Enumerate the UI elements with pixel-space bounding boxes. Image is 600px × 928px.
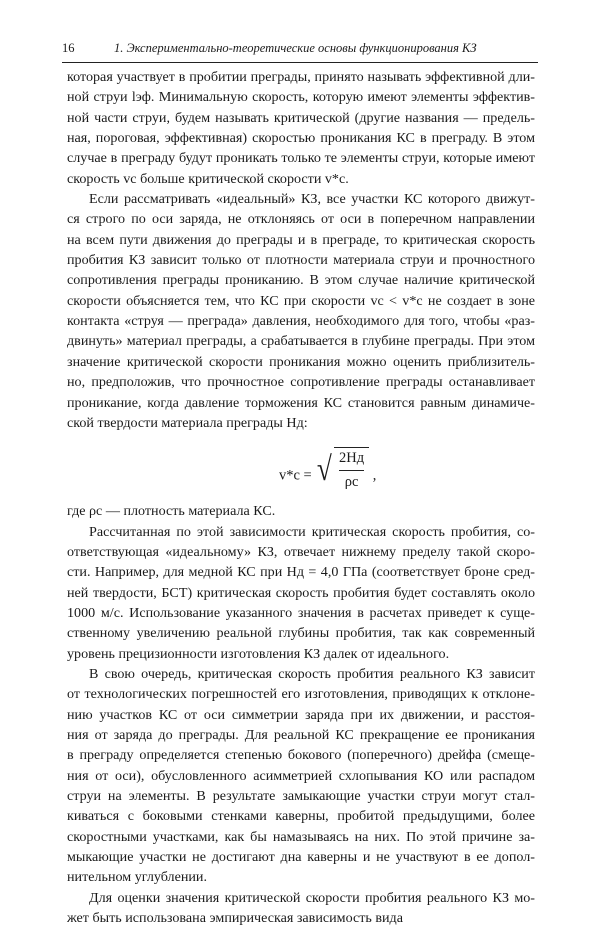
- body-text: [67, 67, 535, 928]
- text-line: скорости объясняется тем, что КС при скорости vc < v*c не создает в зоне: [67, 292, 535, 309]
- text-line: двинуть» материал преграды, а срабатывается в глубине преграды. При этом: [67, 333, 535, 350]
- text-line: ской твердости материала преграды Hд:: [67, 414, 308, 431]
- text-line: контакта «струя — преграда» давления, необходимого для того, чтобы «раз-: [67, 313, 535, 330]
- text-line: которая участвует в пробитии преграды, принято называть эффективной дли-: [67, 69, 535, 85]
- text-line: Для оценки значения критической скорости пробития реального КЗ мо-: [89, 889, 535, 906]
- formula-tail: ,: [372, 467, 377, 484]
- text-line: ней твердости, БСТ) критическая скорость пробития будет составлять около: [67, 584, 535, 601]
- text-line: сти. Например, для медной КС при Hд = 4,0 ГПа (соответствует броне сред-: [67, 564, 535, 581]
- header-rule: [62, 62, 538, 63]
- text-line: ния от оси), обусловленного асимметрией схлопывания КО или распадом: [67, 767, 535, 784]
- text-line: ной струи lэф. Минимальную скорость, которую имеют элементы эффектив-: [67, 89, 535, 106]
- text-line: мыкающие участки не достигают дна каверны и не участвуют в ее допол-: [67, 849, 535, 866]
- text-line: 1000 м/с. Использование указанного значения в расчетах приведет к суще-: [67, 604, 535, 621]
- text-line: на всем пути движения до преграды и в преграде, то критическая скорость: [67, 231, 535, 248]
- text-line: скоростными участками, как бы намазываясь на них. По этой причине за-: [67, 828, 535, 845]
- text-line: Рассчитанная по этой зависимости критическая скорость пробития, со-: [89, 523, 535, 540]
- text-line: проникание, когда давление торможения КС становится равным динамиче-: [67, 394, 535, 411]
- running-header: [62, 41, 538, 56]
- text-line: ния от заряда до преграды. Для реальной КС прекращение ее проникания: [67, 726, 535, 743]
- text-line: Если рассматривать «идеальный» КЗ, все участки КС которого движут-: [89, 191, 535, 208]
- text-line: случае в преграду будут проникать только те элементы струи, которые имеют: [67, 150, 535, 167]
- text-line: ответствующая «идеальному» КЗ, отвечает нижнему пределу такой скоро-: [67, 543, 535, 560]
- text-line: струи на элементы. В результате замыкающие участки струи могут стал-: [67, 788, 535, 804]
- page-number: 16: [62, 41, 75, 55]
- text-line: пробития КЗ зависит только от плотности материала струи и прочностного: [67, 252, 535, 269]
- text-line: жет быть использована эмпирическая зависимость вида: [67, 910, 403, 927]
- text-line: ственному увеличению реальной глубины пробития, так как современный: [67, 625, 535, 642]
- formula-lhs: v*c =: [279, 467, 312, 484]
- text-line: уровень прецизионности изготовления КЗ далек от идеального.: [67, 645, 450, 662]
- text-line: от технологических погрешностей его изготовления, приводящих к отклоне-: [67, 686, 535, 703]
- text-line: В свою очередь, критическая скорость пробития реального КЗ зависит: [89, 665, 535, 682]
- text-line: киваться с боковыми стенками каверны, пробитой предыдущими, более: [67, 808, 535, 825]
- text-line: скорость vc больше критической скорости v*c.: [67, 170, 349, 187]
- radical-sign-icon: √: [317, 450, 333, 488]
- text-line: ся строго по оси заряда, не отклоняясь от оси в поперечном направлении: [67, 211, 535, 228]
- text-line: но, предположив, что прочностное сопротивление преграды останавливает: [67, 374, 535, 391]
- fraction: [336, 448, 367, 492]
- text-line: нительном углублении.: [67, 869, 207, 886]
- text-line: в преграду определяется степенью бокового (поперечного) дрейфа (смеще-: [67, 747, 535, 764]
- formula-numerator: 2Hд: [339, 448, 364, 470]
- text-line: ной части струи, будем называть критической (другие названия — предель-: [67, 109, 535, 126]
- chapter-title: 1. Экспериментально-теоретические основы функционирования КЗ: [114, 41, 477, 55]
- text-line: значение критической скорости проникания можно оценить приблизитель-: [67, 353, 535, 370]
- text-line: где ρc — плотность материала КС.: [67, 503, 276, 520]
- formula-critical-velocity: [67, 433, 535, 501]
- text-line: сопротивления преграды прониканию. В этом случае наличие критической: [67, 272, 535, 289]
- square-root: [315, 447, 369, 492]
- formula-denominator: ρc: [344, 473, 359, 490]
- text-line: нию участков КС от оси симметрии заряда при их движении, и расстоя-: [67, 706, 535, 723]
- text-line: ная, пороговая, эффективная) скоростью проникания КС в преграду. В этом: [67, 130, 535, 147]
